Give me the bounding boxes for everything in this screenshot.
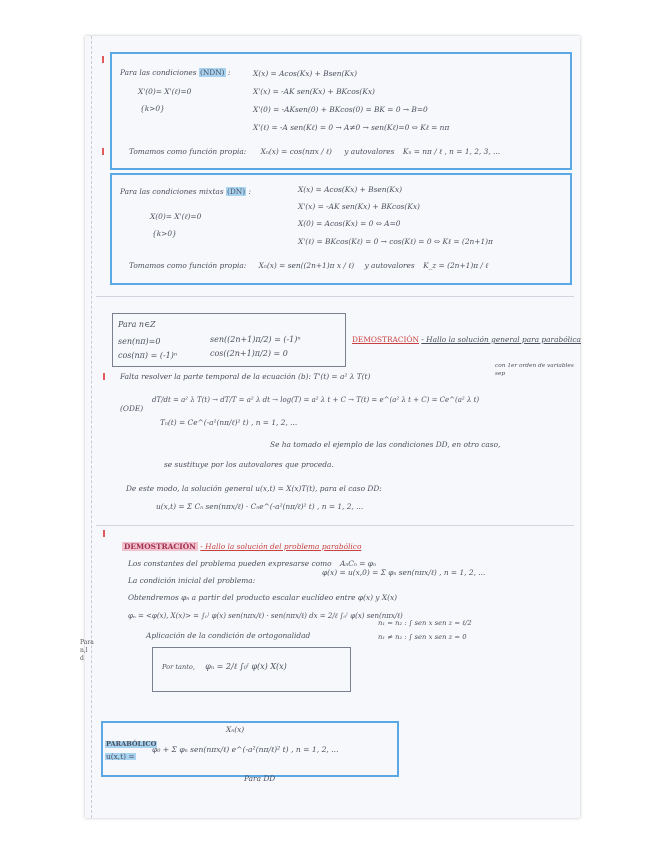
box2-header: Para las condiciones mixtas xyxy=(120,187,224,196)
box2-eq1: X(x) = Acos(Kx) + Bsen(Kx) xyxy=(298,185,402,194)
identity-1b: sen((2n+1)π/2) = (-1)ⁿ xyxy=(210,335,301,344)
box2-eigen-mid: y autovalores xyxy=(364,261,415,270)
identity-1a: sen(nπ)=0 xyxy=(118,337,161,346)
box1-tag: (NDN) xyxy=(199,68,225,77)
demo2-text1b: AₙCₙ = φₙ xyxy=(339,559,376,568)
demo2-ortho2: n₁ ≠ n₂ : ∫ sen x sen z = 0 xyxy=(378,633,467,641)
box2-eq4: X'(ℓ) = BKcos(Kℓ) = 0 → cos(Kℓ) = 0 ⇔ Kℓ = (2n+1)π xyxy=(298,237,493,246)
box2-k: {k>0} xyxy=(152,229,177,238)
box1-eigen-mid: y autovalores xyxy=(344,147,395,156)
margin-line xyxy=(91,36,92,818)
identity-2b: cos((2n+1)π/2) = 0 xyxy=(210,349,288,358)
demo2-ortho-title: Aplicación de la condición de ortogonalidad xyxy=(146,631,311,640)
box1-header: Para las condiciones xyxy=(120,68,197,77)
box1-eigenvalue: Kₙ = nπ / ℓ , n = 1, 2, 3, ... xyxy=(402,147,501,156)
demo2-title: - Hallo la solución del problema parabólico xyxy=(200,542,362,551)
final-lhs: u(x,t) = xyxy=(106,752,135,761)
box1-eigenfunction: Xₙ(x) = cos(nπx / ℓ) xyxy=(260,147,332,156)
demo1-title: - Hallo la solución general para parabólica xyxy=(421,335,581,344)
demo1-tn: Tₙ(t) = Ce^(-a²(nπ/ℓ)² t) , n = 1, 2, ... xyxy=(160,418,298,427)
box1-eigen-intro: Tomamos como función propia: xyxy=(129,147,247,156)
final-over: Xₙ(x) xyxy=(226,725,245,734)
box1-bc: X'(0)= X'(ℓ)=0 xyxy=(138,87,192,96)
final-formula: φ₀ + Σ φₙ sen(nπx/ℓ) e^(-a²(nπ/ℓ)² t) , n = 1, 2, ... xyxy=(152,745,339,754)
identities-title: Para n∈Z xyxy=(118,320,156,329)
margin-tick xyxy=(103,530,105,537)
final-label: PARABÓLICO xyxy=(106,740,157,748)
demo2-inner: φₙ = <φ(x), X(x)> = ∫₀ˡ φ(x) sen(nπx/ℓ) · sen(nπx/ℓ) dx = 2/ℓ ∫₀ˡ φ(x) sen(nπx/ℓ) xyxy=(128,612,403,620)
margin-tick xyxy=(102,148,104,155)
box2-eigen-intro: Tomamos como función propia: xyxy=(129,261,247,270)
box2-eq2: X'(x) = -AK sen(Kx) + BKcos(Kx) xyxy=(298,202,420,211)
identity-2a: cos(nπ) = (-1)ⁿ xyxy=(118,351,178,360)
box2-tag: (DN) xyxy=(227,187,246,196)
divider xyxy=(96,525,574,526)
demo2-text3: Obtendremos φₙ a partir del producto escalar euclídeo entre φ(x) y X(x) xyxy=(128,593,398,602)
box1-eq3: X'(0) = -AKsen(0) + BKcos(0) = BK = 0 → B=0 xyxy=(253,105,428,114)
demo2-text1: Los constantes del problema pueden expresarse como xyxy=(128,559,332,568)
margin-tick xyxy=(103,373,105,380)
box1-eq2: X'(x) = -AK sen(Kx) + BKcos(Kx) xyxy=(253,87,375,96)
box1-eq4: X'(ℓ) = -A sen(Kℓ) = 0 → A≠0 → sen(Kℓ)=0 ⇔ Kℓ = nπ xyxy=(253,123,450,132)
demo1-note: con 1er orden de variables sep xyxy=(495,363,574,377)
box1-k: {k>0} xyxy=(140,104,165,113)
demo2-text2: La condición inicial del problema: xyxy=(128,576,256,585)
box1-eq1: X(x) = Acos(Kx) + Bsen(Kx) xyxy=(253,69,357,78)
demo1-note2: Se ha tomado el ejemplo de las condiciones DD, en otro caso, xyxy=(270,440,501,449)
margin-tick xyxy=(102,56,104,63)
demo2-result-lead: Por tanto, xyxy=(162,663,195,671)
side-note: Para n,l d xyxy=(80,639,94,662)
divider xyxy=(96,296,574,297)
demo1-series: u(x,t) = Σ Cₙ sen(nπx/ℓ) · Cₙe^(-a²(nπ/ℓ)² t) , n = 1, 2, ... xyxy=(156,502,364,511)
demo2-result: φₙ = 2/ℓ ∫₀ˡ φ(x) X(x) xyxy=(205,662,287,671)
demo1-label: DEMOSTRACIÓN xyxy=(352,335,419,344)
box2-eq3: X(0) = Acos(Kx) = 0 ⇔ A=0 xyxy=(298,219,401,228)
box2-eigenfunction: Xₙ(x) = sen((2n+1)π x / ℓ) xyxy=(258,261,355,270)
demo2-ic: φ(x) = u(x,0) = Σ φₙ sen(nπx/ℓ) , n = 1, 2, ... xyxy=(322,568,486,577)
demo1-note3: se sustituye por los autovalores que proceda. xyxy=(164,460,334,469)
box2-bc: X(0)= X'(ℓ)=0 xyxy=(150,212,202,221)
demo1-ode: dT/dt = a² λ T(t) → dT/T = a² λ dt → log(T) = a² λ t + C → T(t) = e^(a² λ t + C) = Ce^(a² λ t) xyxy=(152,396,480,404)
demo1-general: De este modo, la solución general u(x,t) = X(x)T(t), para el caso DD: xyxy=(126,484,382,493)
demo1-ode-tag: (ODE) xyxy=(120,404,144,413)
demo2-ortho1: n₁ = n₂ : ∫ sen x sen z = ℓ/2 xyxy=(378,619,472,627)
final-under: Para DD xyxy=(244,774,276,783)
demo1-temporal: Falta resolver la parte temporal de la ecuación (b): T'(t) = a² λ T(t) xyxy=(120,372,371,381)
box2-eigenvalue: K_z = (2n+1)π / ℓ xyxy=(423,261,489,270)
demo2-label: DEMOSTRACIÓN xyxy=(124,542,196,551)
